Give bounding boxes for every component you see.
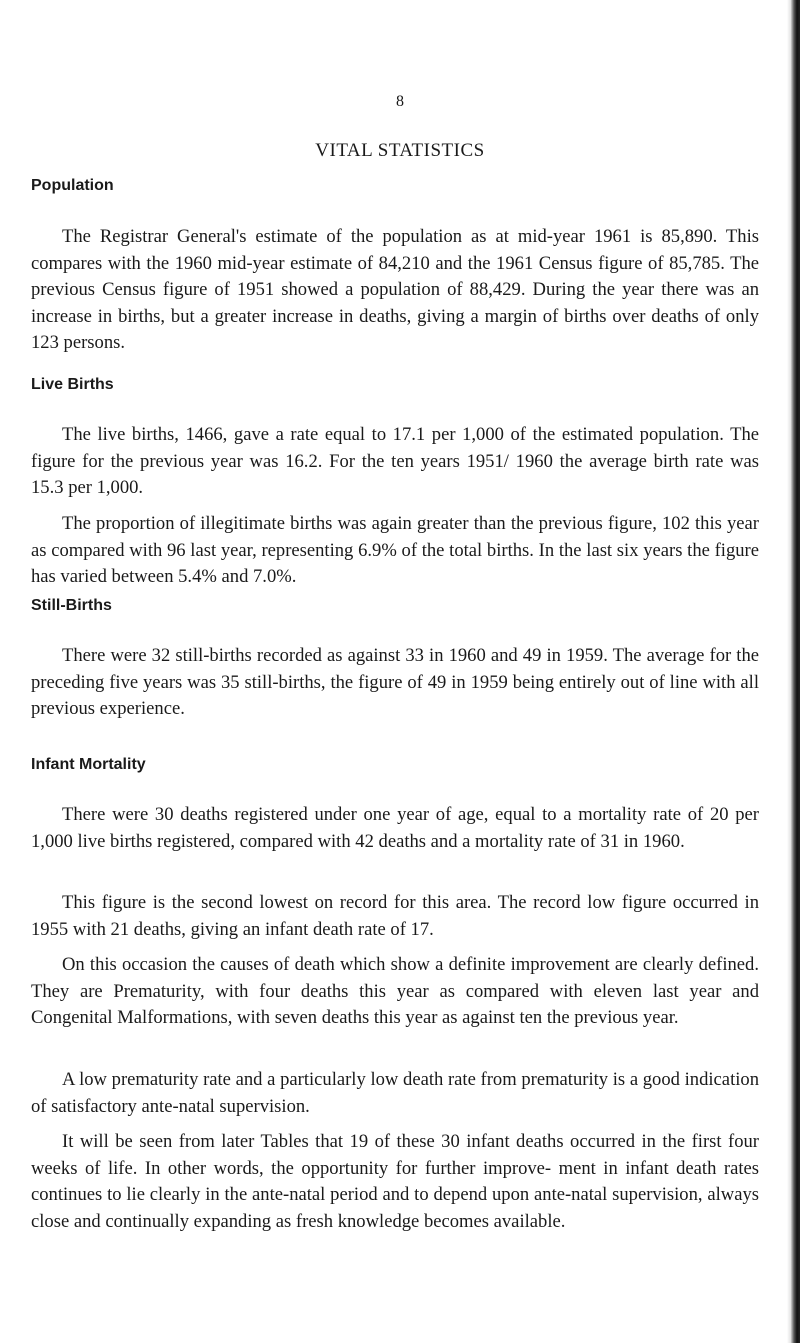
paragraph-infant-mortality-2: This figure is the second lowest on record for this area. The record low figure occurred in 1955 with 21 deaths, giving an infant death rate of 17.	[31, 892, 759, 940]
page-number: 8	[396, 93, 404, 110]
page-binding-edge	[791, 0, 800, 1343]
paragraph-infant-mortality-1: There were 30 deaths registered under one year of age, equal to a mortality rate of 20 per 1,000 live births registered, compared with 42 deaths and a mortality rate of 31 in 1960.	[31, 804, 759, 852]
page-title: VITAL STATISTICS	[315, 140, 485, 161]
section-heading-population: Population	[31, 177, 114, 194]
section-heading-live-births: Live Births	[31, 376, 114, 393]
section-heading-infant-mortality: Infant Mortality	[31, 756, 146, 773]
paragraph-infant-mortality-3: On this occasion the causes of death which show a definite improvement are clearly defined. They are Prematurity, with four deaths this year as compared with eleven last year and Congenital Malformations, with seven deaths this year as against ten the previous year.	[31, 954, 759, 1028]
section-heading-still-births: Still-Births	[31, 597, 112, 614]
paragraph-still-births-1: There were 32 still-births recorded as against 33 in 1960 and 49 in 1959. The average for the preceding five years was 35 still-births, the figure of 49 in 1959 being entirely out of line with all previous experience.	[31, 645, 759, 719]
paragraph-live-births-1: The live births, 1466, gave a rate equal to 17.1 per 1,000 of the estimated population. The figure for the previous year was 16.2. For the ten years 1951/ 1960 the average birth rate was 15.3 per 1,000.	[31, 424, 759, 498]
paragraph-population-1: The Registrar General's estimate of the population as at mid-year 1961 is 85,890. This compares with the 1960 mid-year estimate of 84,210 and the 1961 Census figure of 85,785. The previous Census figure of 1951 showed a population of 88,429. During the year there was an increase in births, but a greater increase in deaths, giving a margin of births over deaths of only 123 persons.	[31, 226, 759, 353]
paragraph-live-births-2: The proportion of illegitimate births was again greater than the previous figure, 102 this year as compared with 96 last year, representing 6.9% of the total births. In the last six years the figure has varied between 5.4% and 7.0%.	[31, 513, 759, 587]
paragraph-infant-mortality-5: It will be seen from later Tables that 19 of these 30 infant deaths occurred in the first four weeks of life. In other words, the opportunity for further improve- ment in infant death rates continues to lie clearly in the ante-natal period and to depend upon ante-natal supervision, always close and continually expanding as fresh knowledge becomes available.	[31, 1131, 759, 1232]
paragraph-infant-mortality-4: A low prematurity rate and a particularly low death rate from prematurity is a good indication of satisfactory ante-natal supervision.	[31, 1069, 759, 1117]
